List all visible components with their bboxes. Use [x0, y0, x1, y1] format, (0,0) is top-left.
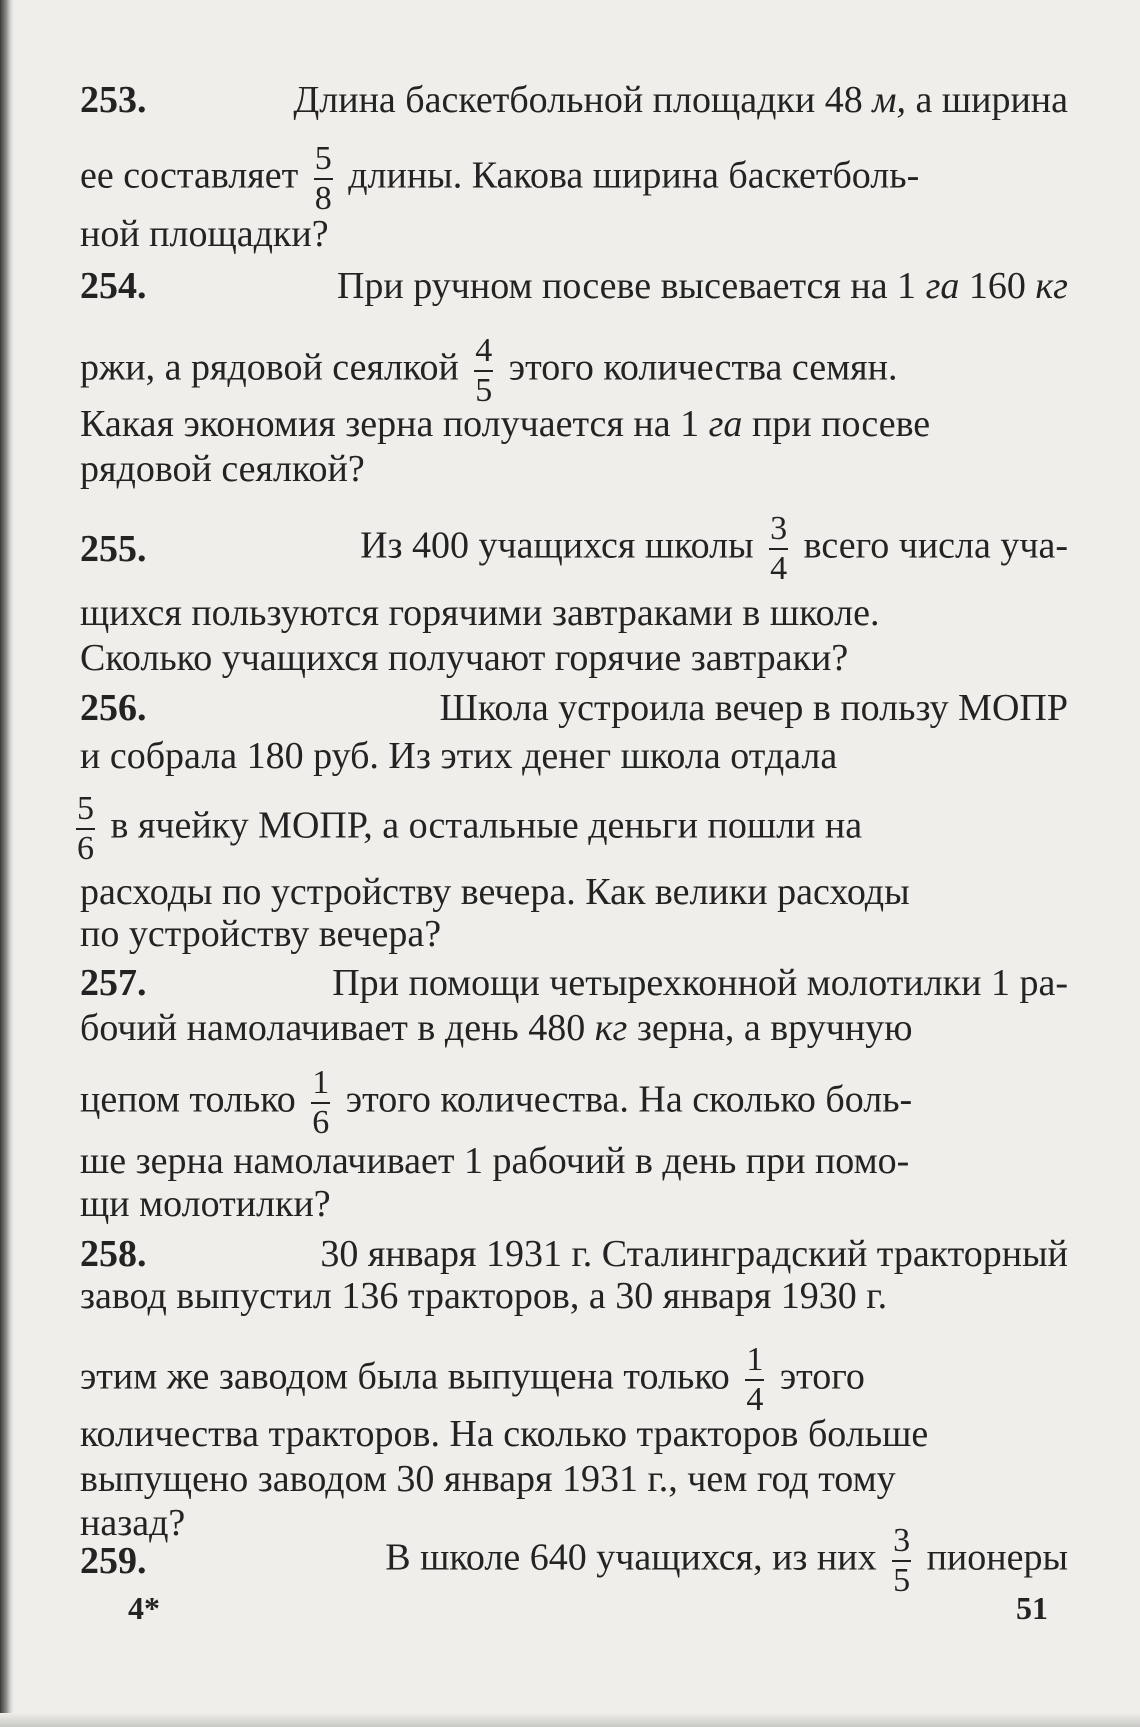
problem-258-line-2: завод выпустил 136 тракторов, а 30 января 1930 г.: [80, 1275, 888, 1317]
fraction: $\frac{1}{4}$: [746, 1341, 764, 1418]
fraction: $\frac{3}{4}$: [770, 510, 788, 587]
fraction: $\frac{1}{6}$: [312, 1064, 330, 1141]
problem-253-line-3: ной площадки?: [80, 213, 329, 255]
problem-number: 256.: [80, 687, 147, 729]
line-body: В школе 640 учащихся, из них $\frac{3}{5}$ пионеры: [385, 1522, 1068, 1599]
problem-258-line-5: выпущено заводом 30 января 1931 г., чем год тому: [80, 1458, 896, 1500]
line-body: При ручном посеве высевается на 1 га 160 кг: [336, 265, 1068, 307]
problem-257-line-4: ше зерна намолачивает 1 рабочий в день при помо-: [80, 1140, 910, 1182]
problem-number: 257.: [80, 962, 147, 1004]
problem-254-line-3: Какая экономия зерна получается на 1 га при посеве: [80, 403, 931, 445]
problem-255-line-2: щихся пользуются горячими завтраками в школе.: [80, 592, 880, 634]
problem-256-line-5: по устройству вечера?: [80, 913, 442, 955]
problem-number: 258.: [80, 1233, 147, 1275]
problem-256-line-3: $\frac{5}{6}$ в ячейку МОПР, а остальные деньги пошли на: [77, 790, 863, 867]
problem-258-line-4: количества тракторов. На сколько тракторов больше: [80, 1413, 929, 1455]
problem-255-line-3: Сколько учащихся получают горячие завтраки?: [80, 637, 849, 679]
fraction: $\frac{4}{5}$: [475, 332, 493, 409]
problem-number: 253.: [80, 79, 147, 121]
line-body: При помощи четырехконной молотилки 1 ра-: [332, 962, 1068, 1004]
fraction: $\frac{3}{5}$: [893, 1522, 911, 1599]
fraction: $\frac{5}{8}$: [314, 140, 332, 217]
signature-mark: 4*: [128, 1590, 160, 1626]
problem-254-line-1: [80, 258, 1068, 314]
problem-number: 255.: [80, 528, 147, 570]
problem-258-line-3: этим же заводом была выпущена только $\frac{1}{4}$ этого: [80, 1341, 865, 1418]
fraction: $\frac{5}{6}$: [77, 790, 94, 867]
page-footer: [80, 1583, 1068, 1633]
problem-number: 254.: [80, 265, 147, 307]
problem-257-line-2: бочий намолачивает в день 480 кг зерна, а вручную: [80, 1007, 913, 1049]
problem-253-line-2: ее составляет $\frac{5}{8}$ длины. Какова ширина баскетболь-: [80, 140, 920, 217]
problem-258-line-6: назад?: [80, 1502, 186, 1544]
line-body: Длина баскетбольной площадки 48 м, а ширина: [293, 79, 1068, 121]
problem-255-line-1: [80, 510, 1068, 587]
line-body: Из 400 учащихся школы $\frac{3}{4}$ всего числа уча-: [360, 510, 1068, 587]
problem-254-line-4: рядовой сеялкой?: [80, 448, 365, 490]
problem-number: 259.: [80, 1540, 147, 1582]
line-body: Школа устроила вечер в пользу МОПР: [439, 687, 1068, 729]
problem-253-line-1: [80, 72, 1068, 128]
problem-257-line-3: цепом только $\frac{1}{6}$ этого количества. На сколько боль-: [80, 1064, 913, 1141]
problem-257-line-5: щи молотилки?: [80, 1183, 331, 1225]
problem-256-line-2: и собрала 180 руб. Из этих денег школа отдала: [80, 735, 838, 777]
page-number: 51: [1016, 1590, 1048, 1626]
line-body: 30 января 1931 г. Сталинградский тракторный: [320, 1233, 1068, 1275]
problem-256-line-4: расходы по устройству вечера. Как велики расходы: [80, 871, 910, 913]
problem-254-line-2: ржи, а рядовой сеялкой $\frac{4}{5}$ этого количества семян.: [80, 332, 898, 409]
